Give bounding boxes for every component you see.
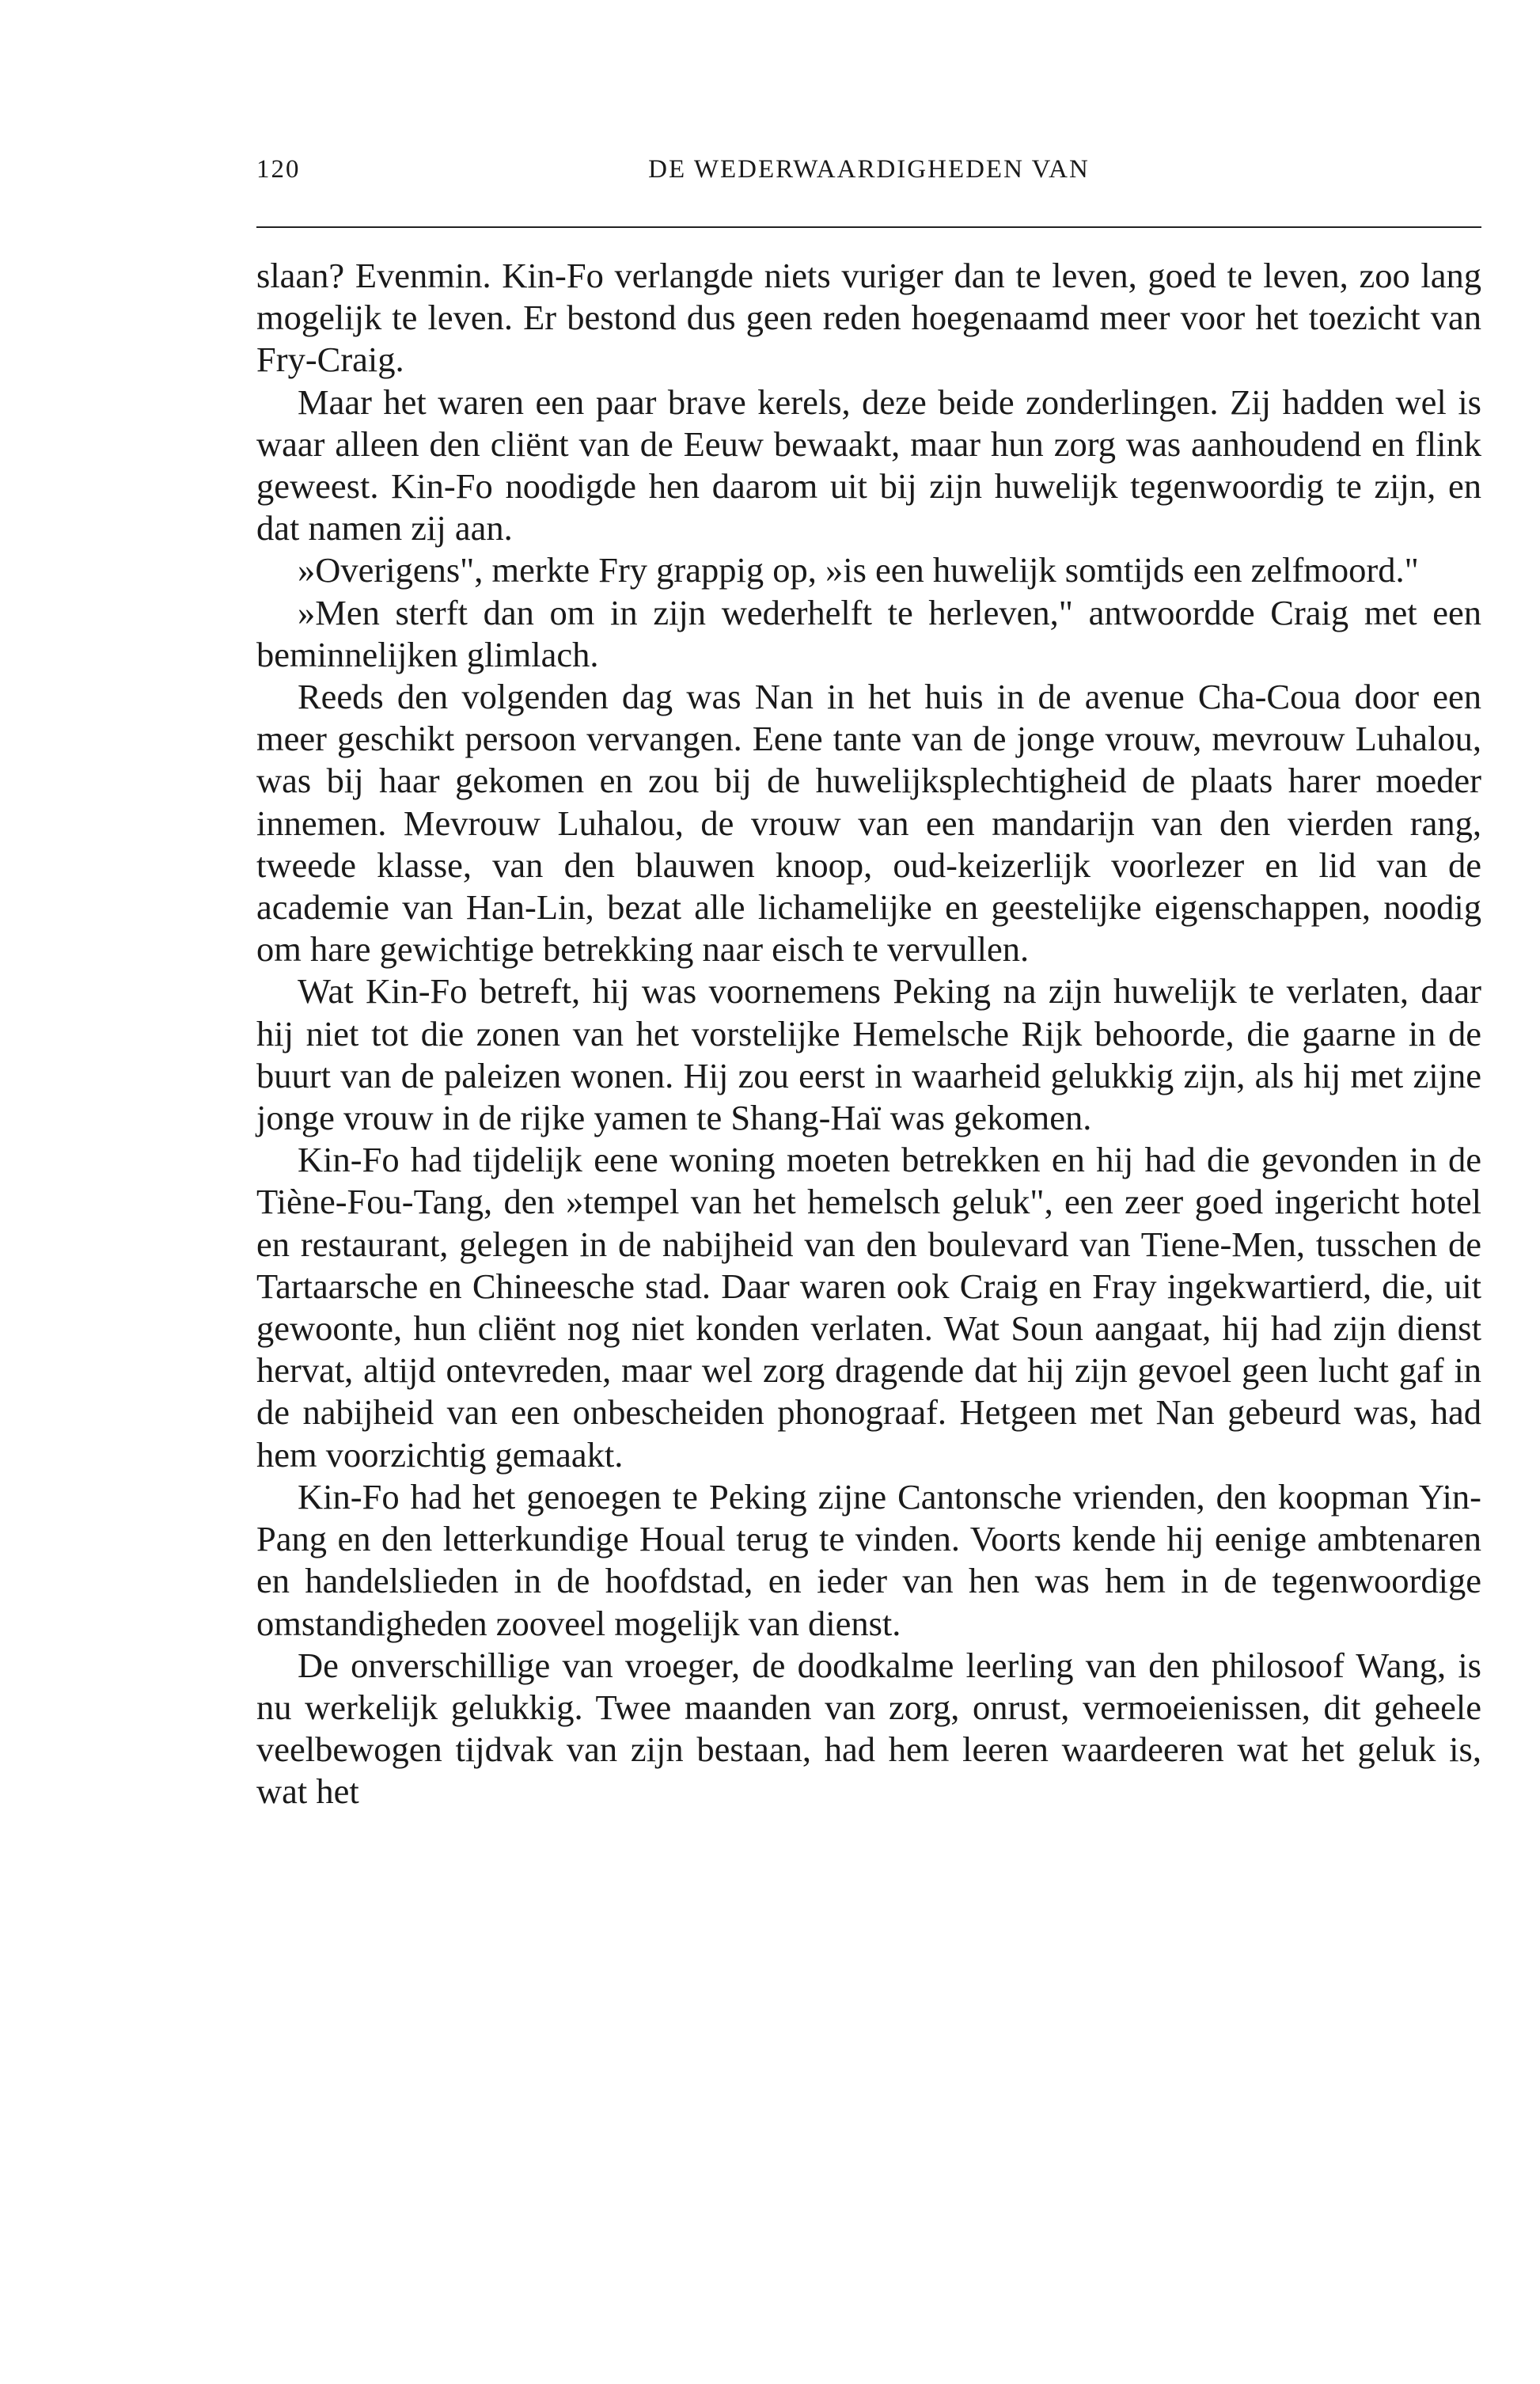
- paragraph: Wat Kin-Fo betreft, hij was voornemens Peking na zijn huwelijk te verlaten, daar hij niet tot die zonen van het vorstelijke Hemelsche Rijk behoorde, die gaarne in de buurt van de paleizen wonen. Hij zou eerst in waarheid gelukkig zijn, als hij met zijne jonge vrouw in de rijke yamen te Shang-Haï was gekomen.: [256, 971, 1481, 1138]
- header-rule: [256, 226, 1481, 228]
- paragraph: Kin-Fo had het genoegen te Peking zijne Cantonsche vrienden, den koopman Yin-Pang en den letterkundige Houal terug te vinden. Voorts kende hij eenige ambtenaren en handelslieden in de hoofdstad, en ieder van hen was hem in de tegenwoordige omstandigheden zooveel mogelijk van dienst.: [256, 1476, 1481, 1643]
- paragraph: Kin-Fo had tijdelijk eene woning moeten betrekken en hij had die gevonden in de Tiène-Fou-Tang, den »tempel van het hemelsch geluk", een zeer goed ingericht hotel en restaurant, gelegen in de nabijheid van den boulevard van Tiene-Men, tusschen de Tartaarsche en Chineesche stad. Daar waren ook Craig en Fray ingekwartierd, die, uit gewoonte, hun cliënt nog niet konden verlaten. Wat Soun aangaat, hij had zijn dienst hervat, altijd ontevreden, maar wel zorg dragende dat hij zijn gevoel geen lucht gaf in de nabijheid van een onbescheiden phonograaf. Hetgeen met Nan gebeurd was, had hem voorzichtig gemaakt.: [256, 1140, 1481, 1475]
- paragraph: »Men sterft dan om in zijn wederhelft te herleven," antwoordde Craig met een beminnelijken glimlach.: [256, 592, 1481, 674]
- running-head: [256, 155, 1481, 203]
- page-number: 120: [256, 155, 301, 184]
- paragraph: »Overigens", merkte Fry grappig op, »is een huwelijk somtijds een zelfmoord.": [298, 550, 1419, 590]
- paragraph: De onverschillige van vroeger, de doodkalme leerling van den philosoof Wang, is nu werkelijk gelukkig. Twee maanden van zorg, onrust, vermoeienissen, dit geheele veelbewogen tijdvak van zijn bestaan, had hem leeren waardeeren wat het geluk is, wat het: [256, 1645, 1481, 1812]
- body-text: [256, 255, 1481, 1813]
- running-title: DE WEDERWAARDIGHEDEN VAN: [648, 155, 1090, 184]
- paragraph: Reeds den volgenden dag was Nan in het huis in de avenue Cha-Coua door een meer geschikt persoon vervangen. Eene tante van de jonge vrouw, mevrouw Luhalou, was bij haar gekomen en zou bij de huwelijksplechtigheid de plaats harer moeder innemen. Mevrouw Luhalou, de vrouw van een mandarijn van den vierden rang, tweede klasse, van den blauwen knoop, oud-keizerlijk voorlezer en lid van de academie van Han-Lin, bezat alle lichamelijke en geestelijke eigenschappen, noodig om hare gewichtige betrekking naar eisch te vervullen.: [256, 677, 1481, 970]
- paragraph: Maar het waren een paar brave kerels, deze beide zonderlingen. Zij hadden wel is waar alleen den cliënt van de Eeuw bewaakt, maar hun zorg was aanhoudend en flink geweest. Kin-Fo noodigde hen daarom uit bij zijn huwelijk tegenwoordig te zijn, en dat namen zij aan.: [256, 382, 1481, 549]
- paragraph: slaan? Evenmin. Kin-Fo verlangde niets vuriger dan te leven, goed te leven, zoo lang mogelijk te leven. Er bestond dus geen reden hoegenaamd meer voor het toezicht van Fry-Craig.: [256, 256, 1481, 380]
